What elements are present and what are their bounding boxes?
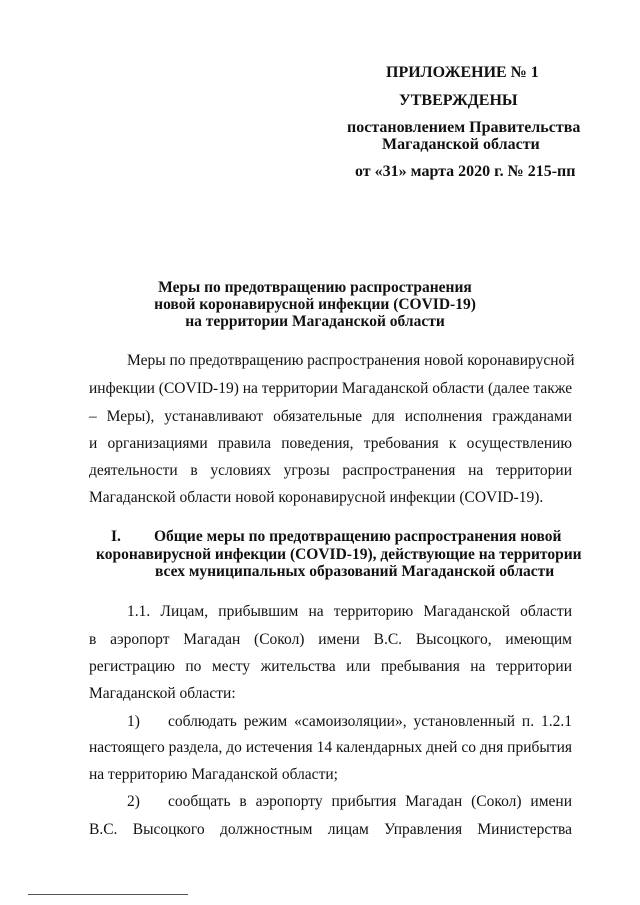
item-1-line-1: соблюдать режим «самоизоляции», установленный п. 1.2.1 (168, 713, 572, 730)
decree-line-2: Магаданской области (382, 136, 540, 153)
item-2-line-1: сообщать в аэропорту прибытия Магадан (Сокол) имени (168, 793, 572, 810)
section-title-line-3: всех муниципальных образований Магаданской области (155, 563, 555, 580)
item-1-line-2: настоящего раздела, до истечения 14 календарных дней со дня прибытия (89, 739, 572, 756)
decree-date: от «31» марта 2020 г. № 215-пп (355, 163, 576, 180)
intro-line-1: Меры по предотвращению распространения новой коронавирусной (127, 352, 575, 369)
page-bottom-edge (28, 894, 188, 895)
item-2-number: 2) (127, 793, 140, 810)
item-2-line-2: В.С. Высоцкого должностным лицам Управления Министерства (89, 821, 572, 838)
clause-1-1-line-2: в аэропорт Магадан (Сокол) имени В.С. Высоцкого, имеющим (89, 631, 572, 648)
section-title-line-2: коронавирусной инфекции (COVID-19), действующие на территории (96, 546, 582, 563)
document-title-line-1: Меры по предотвращению распространения (158, 279, 472, 296)
intro-line-3: – Меры), устанавливают обязательные для исполнения гражданами (89, 408, 572, 425)
document-title-line-2: новой коронавирусной инфекции (COVID-19) (154, 296, 476, 313)
clause-1-1-line-3: регистрацию по месту жительства или пребывания на территории (89, 658, 572, 675)
section-title-line-1: Общие меры по предотвращению распространения новой (154, 528, 562, 545)
clause-1-1-line-1: 1.1. Лицам, прибывшим на территорию Магаданской области (127, 603, 572, 620)
approved-label: УТВЕРЖДЕНЫ (399, 92, 518, 109)
clause-1-1-line-4: Магаданской области: (89, 685, 236, 702)
decree-line-1: постановлением Правительства (347, 119, 581, 136)
document-title-line-3: на территории Магаданской области (185, 313, 445, 330)
intro-line-5: деятельности в условиях угрозы распространения на территории (89, 462, 572, 479)
section-number: I. (111, 528, 121, 545)
intro-line-4: и организациями правила поведения, требования к осуществлению (89, 435, 572, 452)
appendix-label: ПРИЛОЖЕНИЕ № 1 (386, 64, 539, 81)
item-1-line-3: на территорию Магаданской области; (89, 766, 338, 783)
item-1-number: 1) (127, 713, 140, 730)
intro-line-6: Магаданской области новой коронавирусной инфекции (COVID-19). (89, 489, 544, 506)
intro-line-2: инфекции (COVID-19) на территории Магаданской области (далее также (89, 380, 573, 397)
